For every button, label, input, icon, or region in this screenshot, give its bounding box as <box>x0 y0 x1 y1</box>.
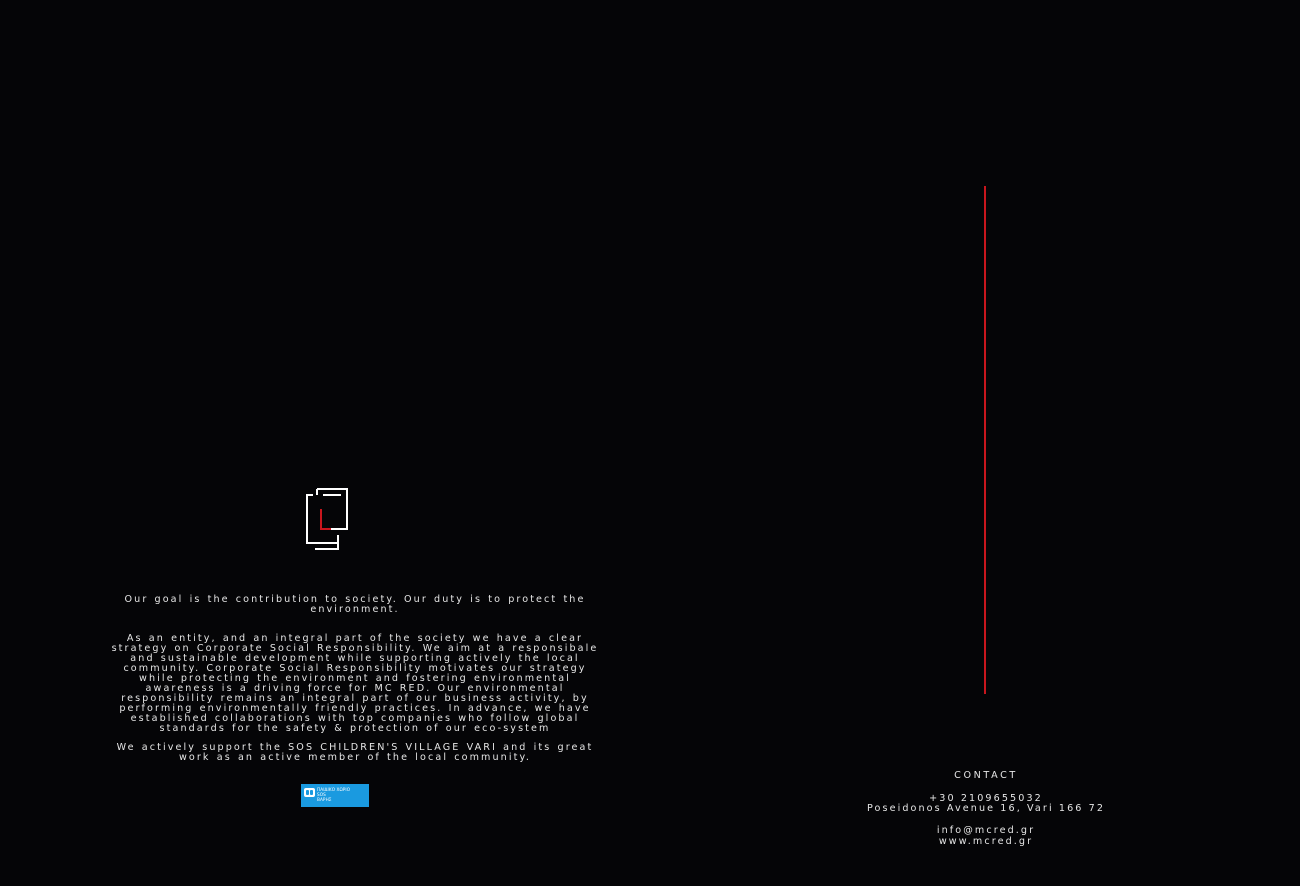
goal-statement: Our goal is the contribution to society. Our duty is to protect the environment. <box>124 594 586 615</box>
sos-badge-label <box>317 787 350 802</box>
sos-badge-line2: SOS <box>317 792 326 797</box>
contact-phone[interactable]: +30 2109655032 <box>929 793 1043 804</box>
contact-website-link[interactable]: www.mcred.gr <box>938 836 1034 847</box>
contact-heading: CONTACT <box>954 770 1018 781</box>
mc-red-logo-icon <box>305 487 349 551</box>
contact-email-link[interactable]: info@mcred.gr <box>936 825 1036 836</box>
sos-badge-line1: ΠΑΙΔΙΚΟ ΧΩΡΙΟ <box>317 787 351 792</box>
sos-badge-line3: ΒΑΡΗΣ <box>317 797 332 802</box>
sos-childrens-village-logo <box>301 784 369 807</box>
sos-support-statement: We actively support the SOS CHILDREN'S VILLAGE VARI and its great work as an active member of the local community. <box>116 742 594 763</box>
sos-village-icon <box>304 788 315 797</box>
csr-paragraph: As an entity, and an integral part of the society we have a clear strategy on Corporate Social Responsibility. We aim at a responsibale and sustainable development while supporting actively the local community. Corporate Social Responsibility motivates our strategy while protecting the environment and fostering environmental awareness is a driving force for MC RED. Our environmental responsibility remains an integral part of our business activity, by performing environmentally friendly practices. In advance, we have established collaborations with top companies who follow global standards for the safety & protection of our eco-system <box>111 633 599 734</box>
contact-address: Poseidonos Avenue 16, Vari 166 72 <box>866 803 1106 814</box>
right-page <box>650 0 1300 886</box>
red-vertical-divider <box>984 186 986 694</box>
